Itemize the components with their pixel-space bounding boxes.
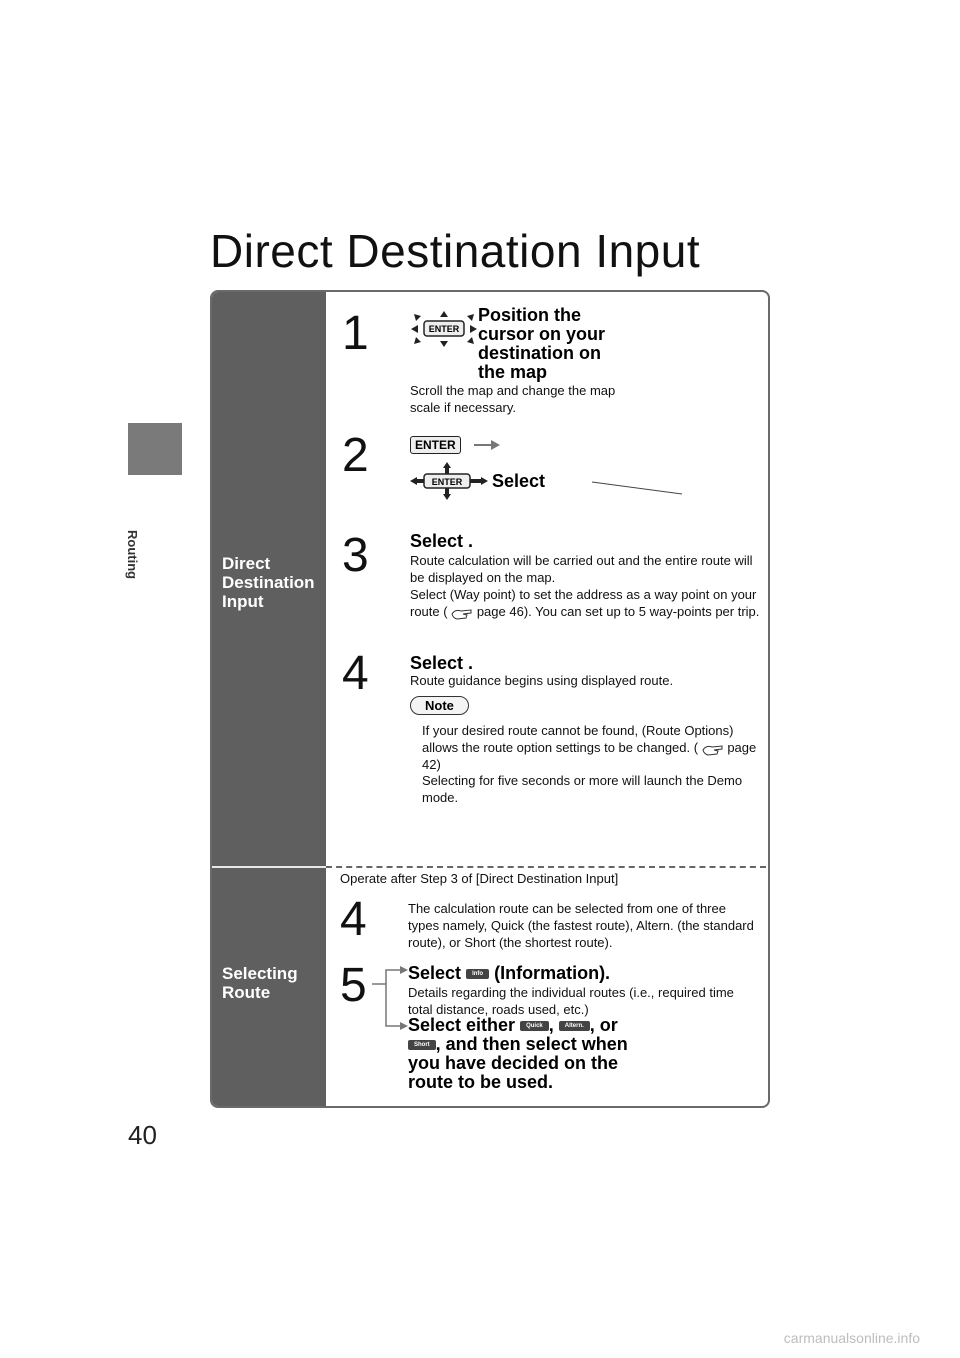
step-body: Scroll the map and change the map scale if necessary. [410, 383, 616, 415]
bracket-arrows-icon [370, 966, 410, 1030]
page-number: 40 [128, 1120, 157, 1150]
pointing-hand-icon [451, 607, 473, 619]
section-label-direct: Direct Destination Input [222, 554, 315, 611]
step-number: 1 [342, 307, 369, 360]
step-body: Details regarding the individual routes (i.e., required time total distance, roads used, etc.) [408, 985, 734, 1017]
info-button: Info [466, 969, 489, 979]
enter-button-icon: ENTER [410, 436, 461, 454]
step-heading: Select . [410, 653, 474, 673]
step-number: 2 [342, 429, 369, 482]
section-divider [212, 866, 326, 868]
note-badge: Note [410, 696, 469, 715]
section-column [212, 292, 326, 1106]
step-body: Route guidance begins using displayed route. [410, 673, 674, 688]
operate-note: Operate after Step 3 of [Direct Destination Input] [340, 871, 619, 886]
watermark: carmanualsonline.info [783, 1330, 920, 1346]
step-heading: Select [492, 471, 546, 491]
step-body-waypoint: Select (Way point) to set the address as a way point on your route ( page 46). You can set up to 5 way-points per trip. [410, 587, 760, 619]
section-label-selecting: Selecting Route [222, 964, 298, 1002]
four-way-arrows-icon [410, 310, 478, 348]
step-number: 4 [340, 893, 367, 946]
pointing-hand-icon [702, 743, 724, 755]
svg-text:ENTER: ENTER [431, 477, 463, 487]
step-heading: Position the cursor on your destination on the map [478, 305, 606, 382]
page-title: Direct Destination Input [210, 225, 701, 277]
callout-line [590, 480, 686, 496]
svg-text:ENTER: ENTER [428, 324, 460, 334]
altern-button: Altern. [559, 1021, 590, 1031]
step-body: Route calculation will be carried out and the entire route will be displayed on the map. [410, 553, 753, 585]
note-text-demo: Selecting for five seconds or more will launch the Demo mode. [422, 773, 743, 805]
step-body: The calculation route can be selected from one of three types namely, Quick (the fastest route), Altern. (the standard route), or Short (the shortest route). [408, 901, 754, 950]
quick-button: Quick [520, 1021, 549, 1031]
note-text-route-options: If your desired route cannot be found, (Route Options) allows the route option settings to be changed. ( page 42) [422, 723, 757, 772]
side-tab-label: Routing [125, 530, 140, 580]
step-heading: Select Info (Information). [408, 963, 611, 983]
short-button: Short [408, 1040, 436, 1050]
step-number: 4 [342, 647, 369, 700]
up-down-left-right-icon [408, 460, 490, 502]
step-heading: Select . [410, 531, 474, 551]
section-dashed-divider [326, 866, 766, 868]
arrow-right-icon [474, 438, 500, 450]
chapter-tab [128, 423, 182, 475]
step-number: 5 [340, 959, 367, 1012]
step-number: 3 [342, 529, 369, 582]
step-heading-select-route: Select either Quick , Altern. , or Short , and then select when you have decided on the route to be used. [408, 1015, 628, 1092]
